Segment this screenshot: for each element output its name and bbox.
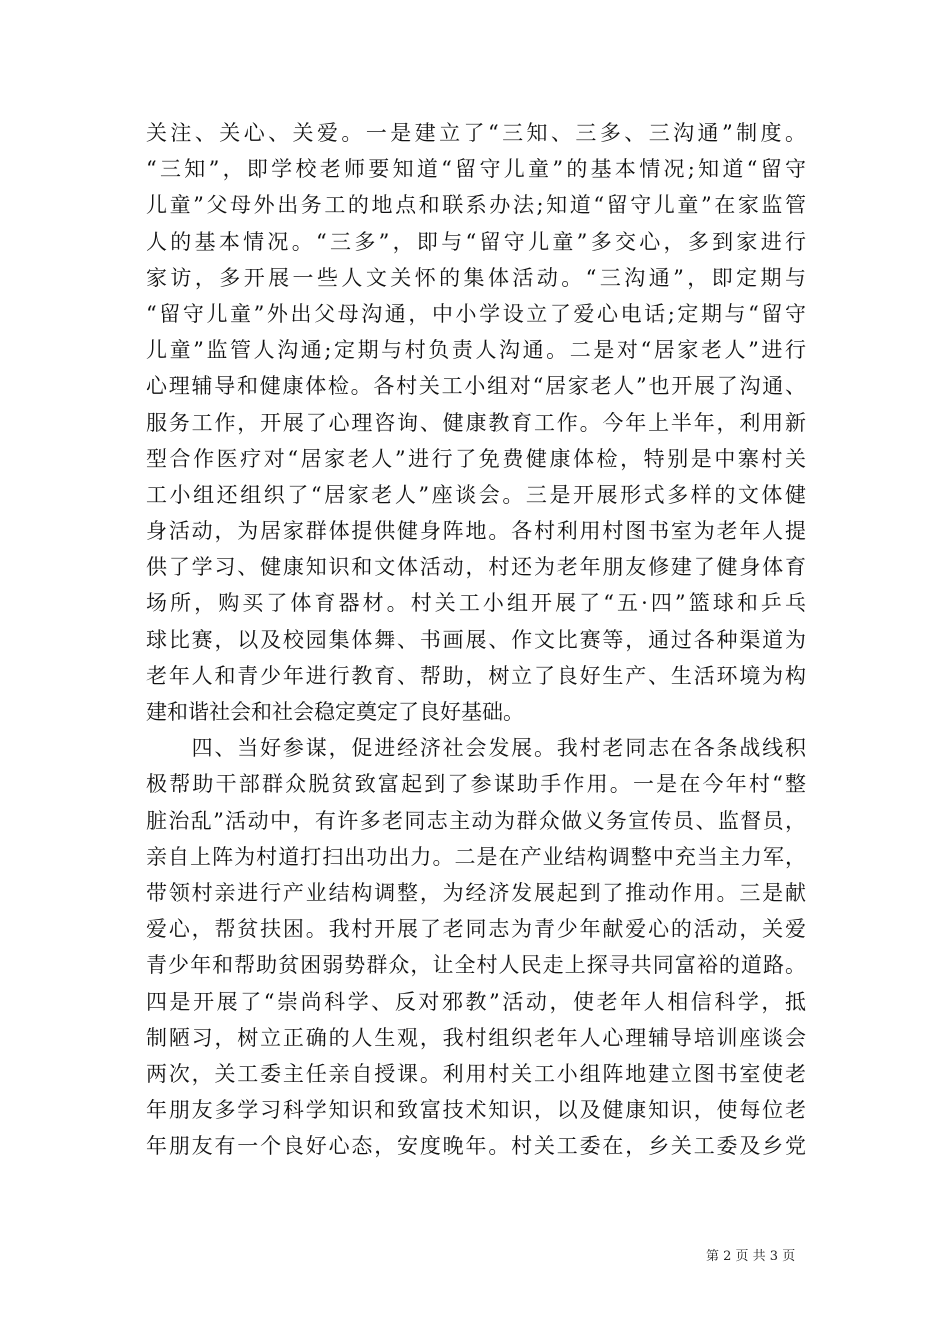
text-line: “留守儿童”外出父母沟通，中小学设立了爱心电话;定期与“留守: [146, 301, 806, 326]
text-line: “三知”，即学校老师要知道“留守儿童”的基本情况;知道“留守: [146, 157, 806, 182]
text-line: 极帮助干部群众脱贫致富起到了参谋助手作用。一是在今年村“整: [146, 772, 806, 797]
page-number-footer: 第 2 页 共 3 页: [706, 1249, 796, 1264]
text-line: 场所，购买了体育器材。村关工小组开展了“五·四”篮球和乒乓: [146, 591, 806, 616]
text-line: 服务工作，开展了心理咨询、健康教育工作。今年上半年，利用新: [146, 410, 806, 435]
text-line: 爱心，帮贫扶困。我村开展了老同志为青少年献爱心的活动，关爱: [146, 917, 806, 942]
text-line: 球比赛，以及校园集体舞、书画展、作文比赛等，通过各种渠道为: [146, 627, 806, 652]
text-line: 两次，关工委主任亲自授课。利用村关工小组阵地建立图书室使老: [146, 1061, 806, 1086]
text-line: 儿童”父母外出务工的地点和联系办法;知道“留守儿童”在家监管: [146, 193, 806, 218]
body-text: [146, 115, 806, 1164]
text-line: 身活动，为居家群体提供健身阵地。各村利用村图书室为老年人提: [146, 519, 806, 544]
text-line: 四、当好参谋，促进经济社会发展。我村老同志在各条战线积: [146, 736, 806, 761]
text-line: 人的基本情况。“三多”，即与“留守儿童”多交心，多到家进行: [146, 229, 806, 254]
text-line: 亲自上阵为村道打扫出功出力。二是在产业结构调整中充当主力军，: [146, 844, 806, 869]
text-line: 青少年和帮助贫困弱势群众，让全村人民走上探寻共同富裕的道路。: [146, 953, 806, 978]
text-line: 工小组还组织了“居家老人”座谈会。三是开展形式多样的文体健: [146, 482, 806, 507]
text-line: 关注、关心、关爱。一是建立了“三知、三多、三沟通”制度。: [146, 121, 806, 145]
text-line: 年朋友有一个良好心态，安度晚年。村关工委在，乡关工委及乡党: [146, 1134, 806, 1159]
text-line: 老年人和青少年进行教育、帮助，树立了良好生产、生活环境为构: [146, 663, 806, 688]
text-line: 带领村亲进行产业结构调整，为经济发展起到了推动作用。三是献: [146, 880, 806, 905]
text-line: 四是开展了“崇尚科学、反对邪教”活动，使老年人相信科学，抵: [146, 989, 806, 1014]
text-line: 心理辅导和健康体检。各村关工小组对“居家老人”也开展了沟通、: [146, 374, 806, 399]
text-line: 脏治乱”活动中，有许多老同志主动为群众做义务宣传员、监督员，: [146, 808, 806, 833]
text-line: 建和谐社会和社会稳定奠定了良好基础。: [146, 700, 524, 724]
text-line: 家访，多开展一些人文关怀的集体活动。“三沟通”，即定期与: [146, 265, 806, 290]
text-line: 儿童”监管人沟通;定期与村负责人沟通。二是对“居家老人”进行: [146, 338, 806, 363]
text-line: 年朋友多学习科学知识和致富技术知识，以及健康知识，使每位老: [146, 1098, 806, 1123]
text-line: 型合作医疗对“居家老人”进行了免费健康体检，特别是中寨村关: [146, 446, 806, 471]
text-line: 供了学习、健康知识和文体活动，村还为老年朋友修建了健身体育: [146, 555, 806, 580]
text-line: 制陋习，树立正确的人生观，我村组织老年人心理辅导培训座谈会: [146, 1025, 806, 1050]
